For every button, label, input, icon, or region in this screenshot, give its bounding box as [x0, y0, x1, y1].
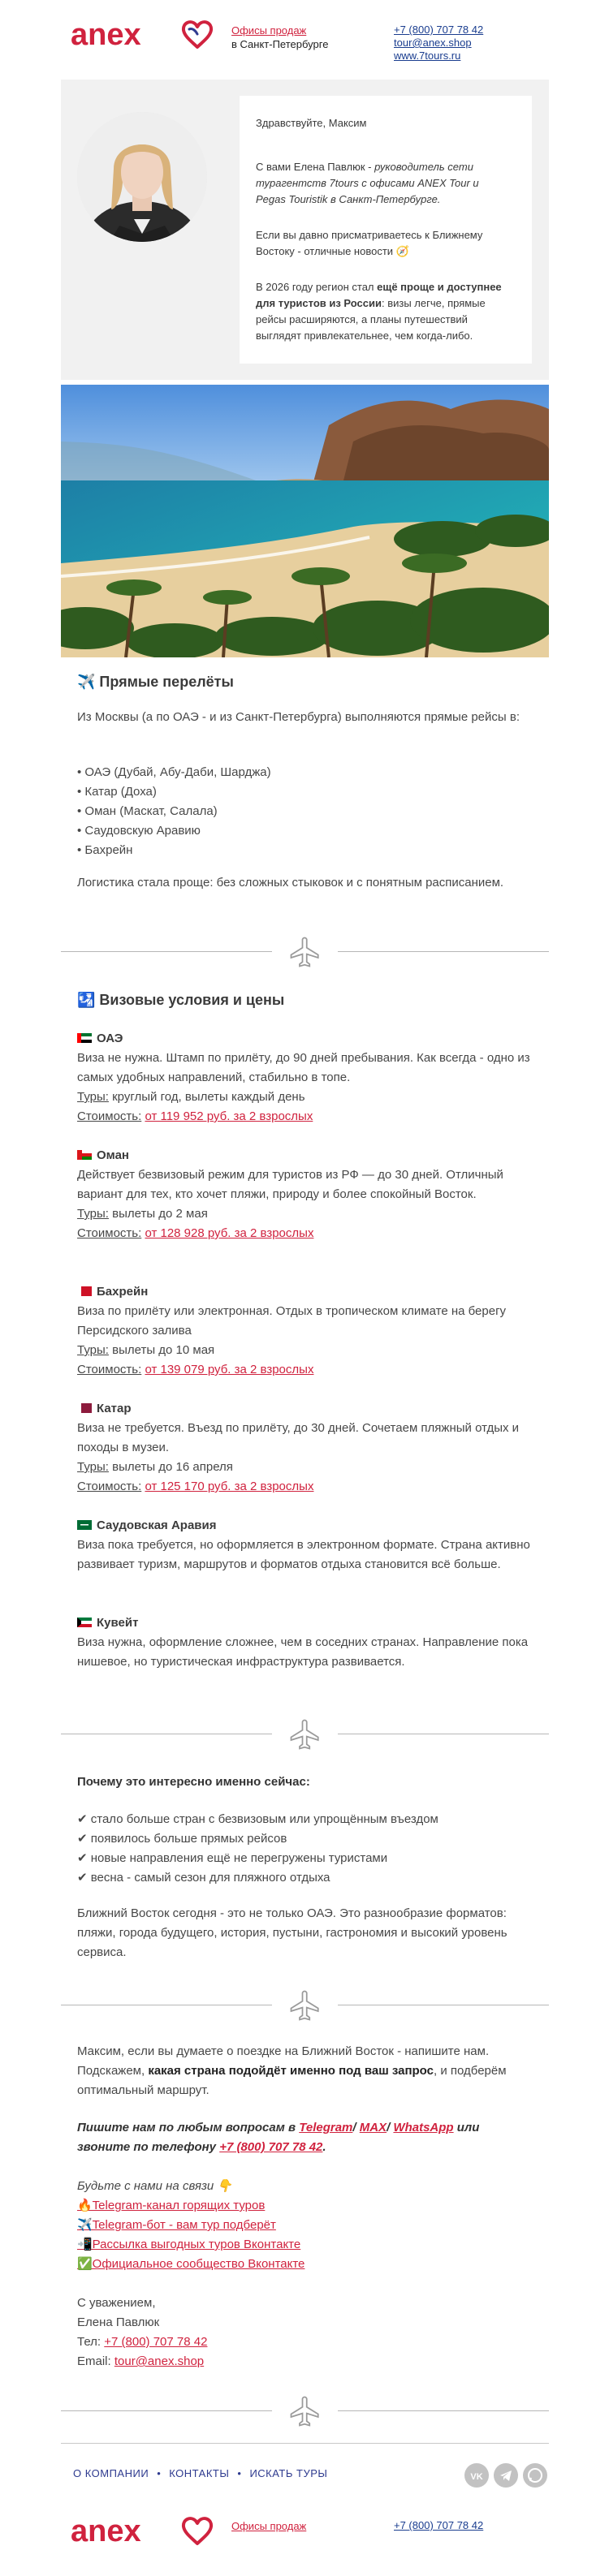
price-link[interactable]: от 139 079 руб. за 2 взрослых — [145, 1363, 314, 1376]
svg-text:anex: anex — [71, 2516, 141, 2548]
svg-text:anex: anex — [71, 19, 141, 52]
why-list — [77, 1810, 532, 1888]
flights-title: ✈️ Прямые перелёты — [77, 674, 234, 690]
footer-divider — [61, 2443, 549, 2444]
flag-qatar-icon — [77, 1403, 92, 1413]
list-item: • Саудовскую Аравию — [77, 824, 201, 838]
intro-block — [61, 80, 549, 380]
social-links — [77, 2196, 532, 2274]
bottom-header — [61, 2508, 549, 2576]
list-item: ✔ появилось больше прямых рейсов — [77, 1832, 287, 1846]
airplane-divider-icon — [288, 1988, 322, 2022]
section-divider — [61, 2391, 549, 2432]
list-item: • Катар (Доха) — [77, 785, 157, 799]
flights-list — [77, 763, 532, 860]
svg-text:VK: VK — [470, 2472, 483, 2482]
whatsapp-link[interactable]: WhatsApp — [393, 2121, 454, 2134]
why-title: Почему это интересно именно сейчас: — [77, 1775, 310, 1789]
hero-beach-image — [61, 385, 549, 657]
telegram-link[interactable]: Telegram — [299, 2121, 353, 2134]
intro-p2: Если вы давно присматриваетесь к Ближнему Востоку - отличные новости 🧭 — [256, 229, 483, 257]
signature: С уважением, Елена Павлюк Тел: +7 (800) 707 78 42 Email: tour@anex.shop — [77, 2296, 208, 2368]
flag-kuwait-icon — [77, 1618, 92, 1627]
flights-outro: Логистика стала проще: без сложных стыковок и с понятным расписанием. — [77, 876, 504, 890]
telegram-icon[interactable] — [494, 2463, 518, 2488]
country-uae: ОАЭ Виза не нужна. Штамп по прилёту, до 90 дней пребывания. Как всегда - одно из самых удобных направлений, стабильно в топе. Туры: круглый год, вылеты каждый день Стоимость: от 119 952 руб. за 2 взрослых — [77, 1032, 530, 1123]
price-link[interactable]: от 119 952 руб. за 2 взрослых — [145, 1109, 313, 1123]
country-oman: Оман Действует безвизовый режим для туристов из РФ — до 30 дней. Отличный вариант для тех, кто хочет пляжи, природу и более спокойный Восток. Туры: вылеты до 2 мая Стоимость: от 128 928 руб. за 2 взрослых — [77, 1148, 503, 1240]
flag-oman-icon — [77, 1150, 92, 1160]
signature-phone-link[interactable]: +7 (800) 707 78 42 — [104, 2335, 208, 2349]
list-item: ✔ новые направления ещё не перегружены туристами — [77, 1851, 388, 1865]
country-kuwait: Кувейт Виза нужна, оформление сложнее, чем в соседних странах. Направление пока нишевое, но туристическая инфраструктура развивается. — [77, 1616, 529, 1669]
whatsapp-icon[interactable] — [523, 2463, 547, 2488]
flights-intro: Из Москвы (а по ОАЭ - и из Санкт-Петербурга) выполняются прямые рейсы в: — [77, 710, 520, 724]
vk-mailing-link[interactable]: 📲Рассылка выгодных туров Вконтакте — [77, 2238, 301, 2251]
section-divider — [61, 932, 549, 972]
flag-uae-icon — [77, 1033, 92, 1043]
anex-logo[interactable] — [71, 19, 225, 52]
header-email-link[interactable]: tour@anex.shop — [394, 37, 472, 49]
header — [61, 0, 549, 68]
why-outro: Ближний Восток сегодня - это не только ОАЭ. Это разнообразие форматов: пляжи, города будущего, история, пустыни, гастрономия и высокий уровень сервиса. — [77, 1906, 508, 1959]
list-item: • Оман (Маскат, Салала) — [77, 804, 218, 818]
airplane-divider-icon — [288, 1717, 322, 1751]
cta-p1: Максим, если вы думаете о поездке на Ближний Восток - напишите нам. Подскажем, какая страна подойдёт именно под ваш запрос, и подберём оптимальный маршрут. — [77, 2044, 507, 2097]
list-item: ✔ стало больше стран с безвизовым или упрощённым въездом — [77, 1812, 438, 1826]
offices-link[interactable]: Офисы продаж — [231, 24, 307, 37]
airplane-divider-icon — [288, 935, 322, 969]
header-phone-link[interactable]: +7 (800) 707 78 42 — [394, 24, 484, 36]
country-qatar: Катар Виза не требуется. Въезд по прилёту, до 30 дней. Сочетаем пляжный отдых и походы в музеи. Туры: вылеты до 16 апреля Стоимость: от 125 170 руб. за 2 взрослых — [77, 1402, 520, 1493]
telegram-channel-link[interactable]: 🔥Telegram-канал горящих туров — [77, 2199, 266, 2212]
offices-city: в Санкт-Петербурге — [231, 38, 329, 50]
price-link[interactable]: от 125 170 руб. за 2 взрослых — [145, 1480, 314, 1493]
header-contacts — [394, 24, 483, 62]
greeting: Здравствуйте, Максим — [256, 117, 367, 129]
visa-title: 🛂 Визовые условия и цены — [77, 992, 285, 1008]
telegram-bot-link[interactable]: ✈️Telegram-бот - вам тур подберёт — [77, 2218, 276, 2232]
avatar — [77, 112, 207, 242]
flag-bahrain-icon — [77, 1286, 92, 1296]
flag-saudi-icon — [77, 1520, 92, 1530]
signature-email-link[interactable]: tour@anex.shop — [114, 2354, 205, 2368]
cta-phone-link[interactable]: +7 (800) 707 78 42 — [219, 2140, 323, 2154]
footer-contacts-link[interactable]: КОНТАКТЫ — [169, 2467, 230, 2479]
vk-community-link[interactable]: ✅Официальное сообщество Вконтакте — [77, 2257, 305, 2271]
header-offices — [231, 2519, 306, 2533]
list-item: • ОАЭ (Дубай, Абу-Даби, Шарджа) — [77, 765, 271, 779]
section-divider — [61, 1985, 549, 2026]
header-contacts — [394, 2519, 483, 2532]
letter-card — [240, 96, 532, 364]
header-phone-link[interactable]: +7 (800) 707 78 42 — [394, 2519, 484, 2531]
intro-p3: В 2026 году регион стал ещё проще и доступнее для туристов из России: визы легче, прямые рейсы расширяются, а планы путешествий выглядят привлекательнее, чем когда-либо. — [256, 281, 502, 342]
max-link[interactable]: MAX — [359, 2121, 387, 2134]
offices-link[interactable]: Офисы продаж — [231, 2520, 307, 2532]
cta-p2: Пишите нам по любым вопросам в Telegram/ MAX/ WhatsApp или звоните по телефону +7 (800) 707 78 42. — [77, 2121, 480, 2154]
airplane-divider-icon — [288, 2394, 322, 2428]
anex-logo[interactable] — [71, 2516, 225, 2548]
header-offices — [231, 24, 328, 51]
country-bahrain: Бахрейн Виза по прилёту или электронная. Отдых в тропическом климате на берегу Персидского залива Туры: вылеты до 10 мая Стоимость: от 139 079 руб. за 2 взрослых — [77, 1285, 507, 1376]
header-site-link[interactable]: www.7tours.ru — [394, 50, 461, 62]
intro-p1: С вами Елена Павлюк - руководитель сети турагентств 7tours с офисами ANEX Tour и Pegas Touristik в Санкт-Петербурге. — [256, 161, 479, 205]
footer-search-link[interactable]: ИСКАТЬ ТУРЫ — [249, 2467, 328, 2479]
list-item: • Бахрейн — [77, 843, 133, 857]
country-saudi: Саудовская Аравия Виза пока требуется, но оформляется в электронном формате. Страна активно развивает туризм, маршрутов и форматов отдыха становится всё больше. — [77, 1518, 530, 1571]
list-item: ✔ весна - самый сезон для пляжного отдыха — [77, 1871, 330, 1885]
footer-nav: О КОМПАНИИ • КОНТАКТЫ • ИСКАТЬ ТУРЫ — [73, 2467, 328, 2479]
price-link[interactable]: от 128 928 руб. за 2 взрослых — [145, 1226, 314, 1240]
section-divider — [61, 1714, 549, 1755]
footer-about-link[interactable]: О КОМПАНИИ — [73, 2467, 149, 2479]
vk-icon[interactable] — [464, 2463, 489, 2488]
stay-in-touch: Будьте с нами на связи 👇 — [77, 2179, 233, 2193]
